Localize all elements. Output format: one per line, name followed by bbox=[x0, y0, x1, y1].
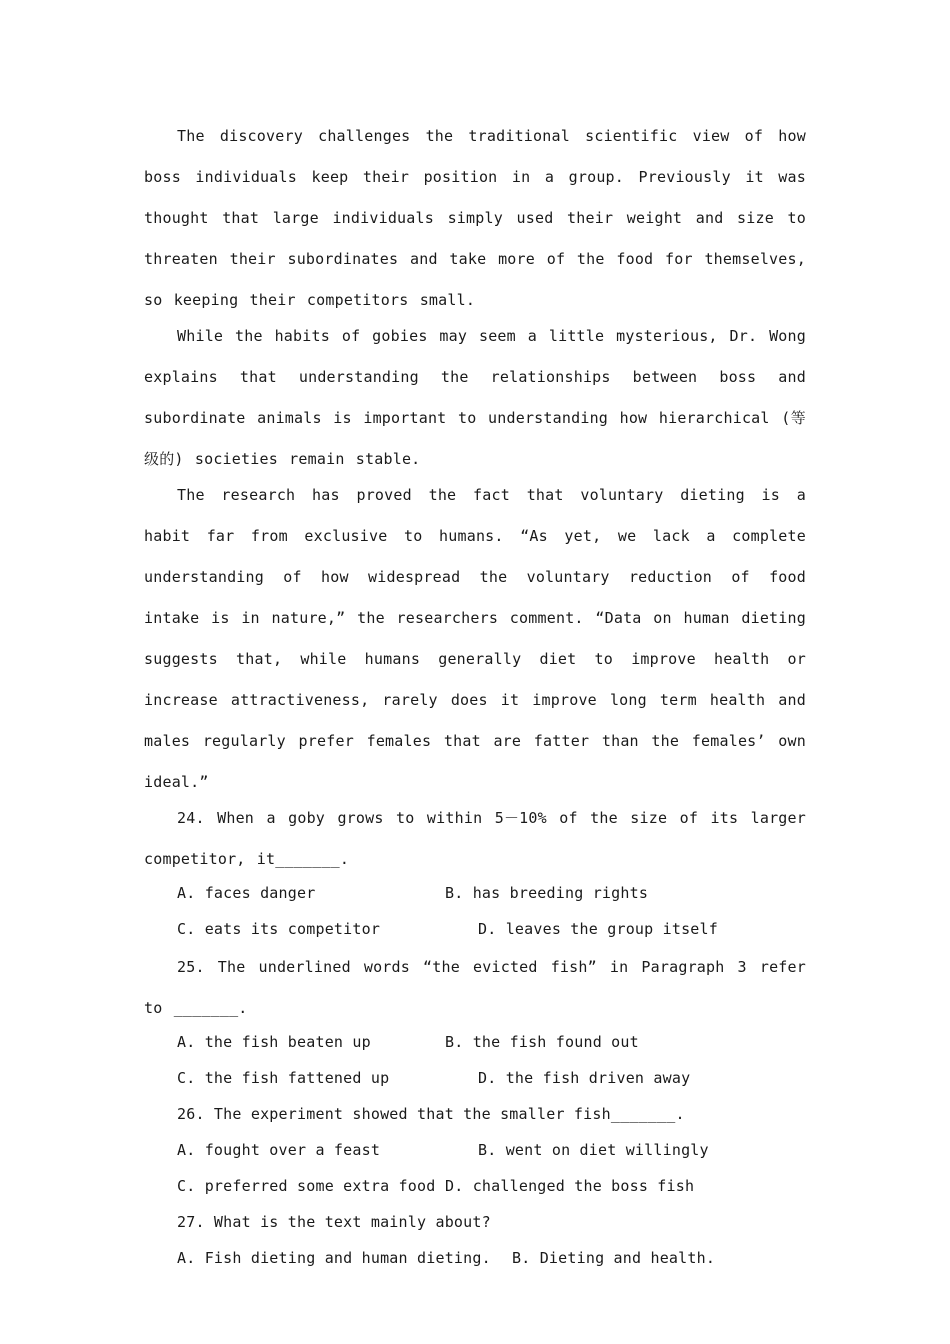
question-26-stem: 26. The experiment showed that the smaller fish_______. bbox=[177, 1105, 685, 1123]
question-26-option-d: D. challenged the boss fish bbox=[445, 1177, 695, 1195]
document-page bbox=[144, 116, 806, 1276]
passage-paragraph-2: While the habits of gobies may seem a little mysterious, Dr. Wong explains that understanding the relationships between boss and subordinate animals is important to understanding how hierarchical (等级的) societies remain stable. bbox=[144, 327, 806, 468]
question-26-options-row-2 bbox=[144, 1168, 806, 1204]
question-26-option-a: A. fought over a feast bbox=[177, 1141, 381, 1159]
question-25-option-c: C. the fish fattened up bbox=[177, 1069, 390, 1087]
passage-paragraph-3: The research has proved the fact that voluntary dieting is a habit far from exclusive to humans. “As yet, we lack a complete understanding of how widespread the voluntary reduction of food intake is in nature,” the researchers comment. “Data on human dieting suggests that, while humans generally diet to improve health or increase attractiveness, rarely does it improve long term health and males regularly prefer females that are fatter than the females’ own ideal.” bbox=[144, 486, 806, 791]
question-25-options-row-2 bbox=[144, 1060, 806, 1096]
question-25-option-a: A. the fish beaten up bbox=[177, 1033, 371, 1051]
question-26-options-row-1 bbox=[144, 1132, 806, 1168]
question-24-stem: 24. When a goby grows to within 5－10% of the size of its larger competitor, it_______. bbox=[144, 809, 806, 868]
question-24-option-c: C. eats its competitor bbox=[177, 920, 381, 938]
question-25-option-b: B. the fish found out bbox=[445, 1033, 639, 1051]
question-24-option-a: A. faces danger bbox=[177, 884, 316, 902]
question-25-stem: 25. The underlined words “the evicted fish” in Paragraph 3 refer to _______. bbox=[144, 958, 806, 1017]
question-25-option-d: D. the fish driven away bbox=[478, 1069, 691, 1087]
question-24-options-row-1 bbox=[144, 875, 806, 911]
question-27-options-row-1 bbox=[144, 1240, 806, 1276]
question-24-options-row-2 bbox=[144, 911, 806, 947]
question-27-stem: 27. What is the text mainly about? bbox=[177, 1213, 491, 1231]
passage-paragraph-1: The discovery challenges the traditional scientific view of how boss individuals keep their position in a group. Previously it was thought that large individuals simply used their weight and size to threaten their subordinates and take more of the food for themselves, so keeping their competitors small. bbox=[144, 127, 806, 309]
question-24-option-d: D. leaves the group itself bbox=[478, 920, 718, 938]
question-24-option-b: B. has breeding rights bbox=[445, 884, 649, 902]
question-25-options-row-1 bbox=[144, 1024, 806, 1060]
question-27-option-b: B. Dieting and health. bbox=[512, 1249, 716, 1267]
question-27-option-a: A. Fish dieting and human dieting. bbox=[177, 1249, 491, 1267]
question-26-option-c: C. preferred some extra food bbox=[177, 1177, 436, 1195]
question-26-option-b: B. went on diet willingly bbox=[478, 1141, 709, 1159]
